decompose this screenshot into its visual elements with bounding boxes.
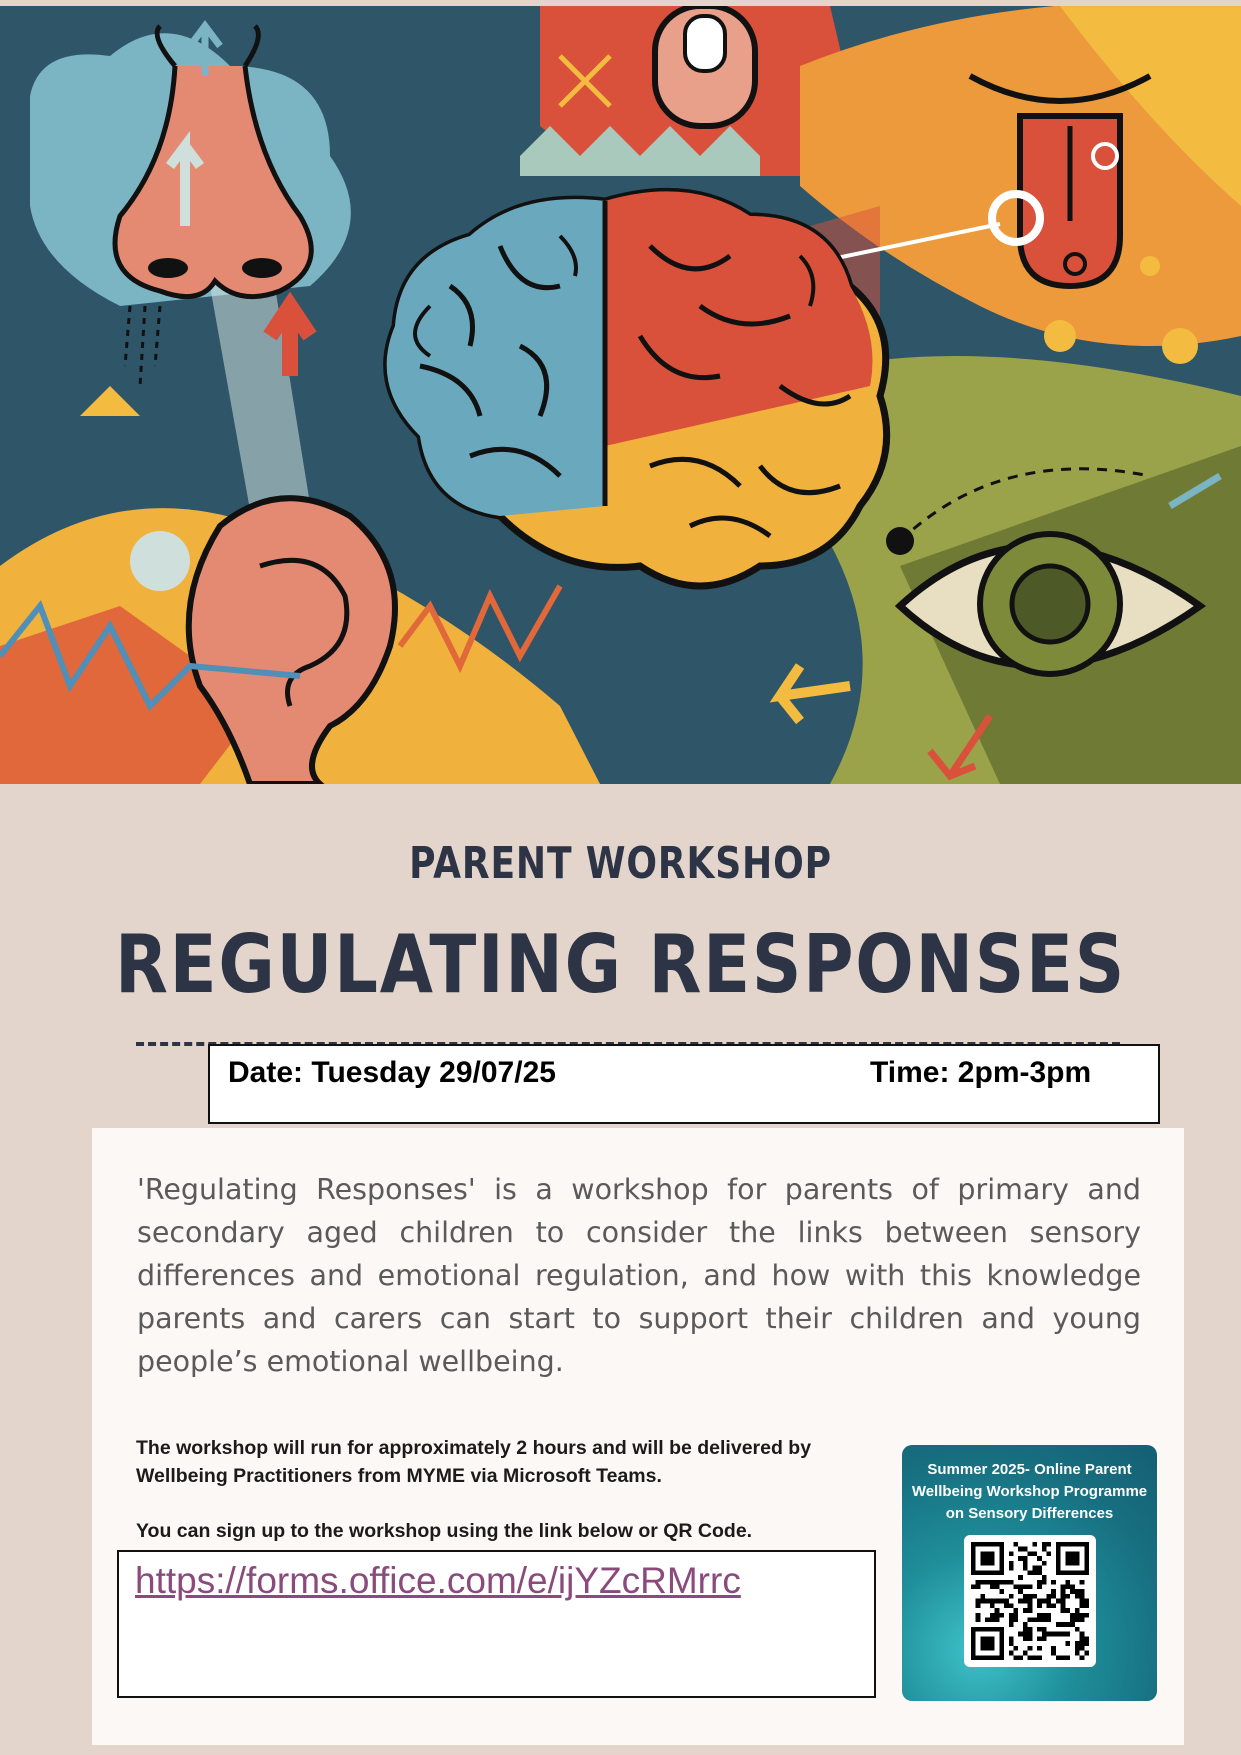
workshop-title: REGULATING RESPONSES (114, 918, 1127, 1011)
qr-card (902, 1445, 1157, 1701)
qr-code-icon (971, 1542, 1089, 1660)
workshop-description: 'Regulating Responses' is a workshop for parents of primary and secondary aged children to consider the links between sensory differences and emotional regulation, and how with this knowledge parents and carers can start to support their children and young people’s emotional wellbeing. (137, 1173, 1141, 1378)
hero-illustration (0, 6, 1241, 784)
delivery-info: The workshop will run for approximately 2 hours and will be delivered by Wellbeing Practitioners from MYME via Microsoft Teams. (136, 1437, 812, 1487)
finger-icon (655, 6, 755, 126)
date-time-box (208, 1044, 1160, 1124)
signup-link-box (117, 1550, 876, 1698)
qr-card-title: Summer 2025- Online Parent Wellbeing Workshop Programme on Sensory Differences (911, 1461, 1148, 1522)
qr-code-frame[interactable] (964, 1535, 1096, 1667)
signup-info: You can sign up to the workshop using the link below or QR Code. (136, 1520, 753, 1542)
workshop-subtitle: PARENT WORKSHOP (409, 838, 832, 889)
signup-link[interactable]: https://forms.office.com/e/ijYZcRMrrc (135, 1560, 741, 1601)
event-date: Date: Tuesday 29/07/25 (228, 1056, 556, 1089)
event-time: Time: 2pm-3pm (870, 1056, 1092, 1089)
